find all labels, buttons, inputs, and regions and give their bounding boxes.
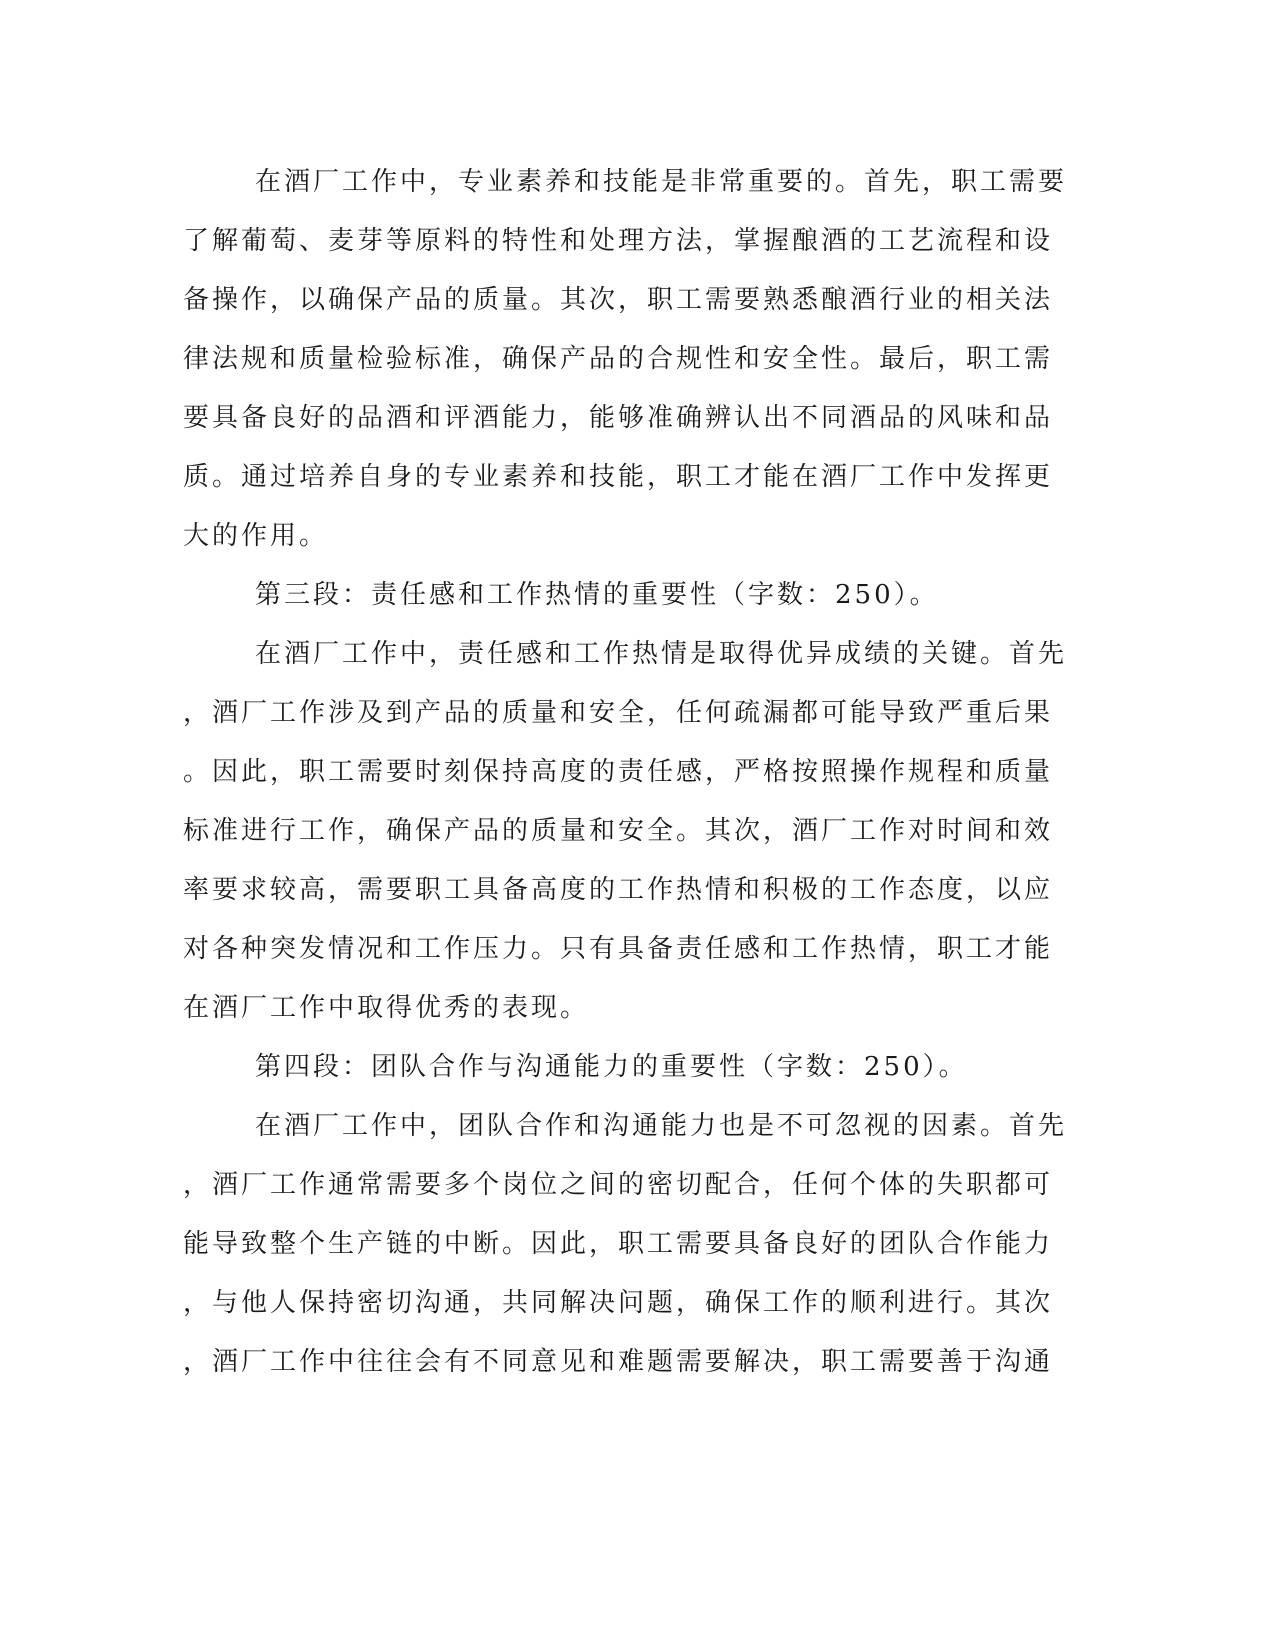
text-line: 在酒厂工作中，专业素养和技能是非常重要的。首先，职工需要 xyxy=(255,167,1068,197)
text-line: 在酒厂工作中，团队合作和沟通能力也是不可忽视的因素。首先 xyxy=(255,1111,1068,1141)
text-line: 能导致整个生产链的中断。因此，职工需要具备良好的团队合作能力 xyxy=(183,1229,1054,1259)
text-line: 律法规和质量检验标准，确保产品的合规性和安全性。最后，职工需 xyxy=(183,344,1054,374)
text-line: ，酒厂工作通常需要多个岗位之间的密切配合，任何个体的失职都可 xyxy=(183,1170,1054,1200)
text-line: 对各种突发情况和工作压力。只有具备责任感和工作热情，职工才能 xyxy=(183,934,1054,964)
text-line: ，与他人保持密切沟通，共同解决问题，确保工作的顺利进行。其次 xyxy=(183,1288,1054,1318)
text-line: 备操作，以确保产品的质量。其次，职工需要熟悉酿酒行业的相关法 xyxy=(183,285,1054,315)
text-line: 质。通过培养自身的专业素养和技能，职工才能在酒厂工作中发挥更 xyxy=(183,462,1054,492)
text-line: 了解葡萄、麦芽等原料的特性和处理方法，掌握酿酒的工艺流程和设 xyxy=(183,226,1054,256)
text-line: 率要求较高，需要职工具备高度的工作热情和积极的工作态度，以应 xyxy=(183,875,1054,905)
text-line: 在酒厂工作中，责任感和工作热情是取得优异成绩的关键。首先 xyxy=(255,639,1068,669)
text-line: ，酒厂工作涉及到产品的质量和安全，任何疏漏都可能导致严重后果 xyxy=(183,698,1054,728)
text-line: 标准进行工作，确保产品的质量和安全。其次，酒厂工作对时间和效 xyxy=(183,816,1054,846)
section-heading: 第三段：责任感和工作热情的重要性（字数：250）。 xyxy=(255,580,939,610)
text-line: 。因此，职工需要时刻保持高度的责任感，严格按照操作规程和质量 xyxy=(183,757,1054,787)
section-heading: 第四段：团队合作与沟通能力的重要性（字数：250）。 xyxy=(255,1052,968,1082)
text-line: ，酒厂工作中往往会有不同意见和难题需要解决，职工需要善于沟通 xyxy=(183,1347,1054,1377)
text-line: 要具备良好的品酒和评酒能力，能够准确辨认出不同酒品的风味和品 xyxy=(183,403,1054,433)
text-line: 在酒厂工作中取得优秀的表现。 xyxy=(183,993,590,1023)
text-line: 大的作用。 xyxy=(183,521,329,551)
